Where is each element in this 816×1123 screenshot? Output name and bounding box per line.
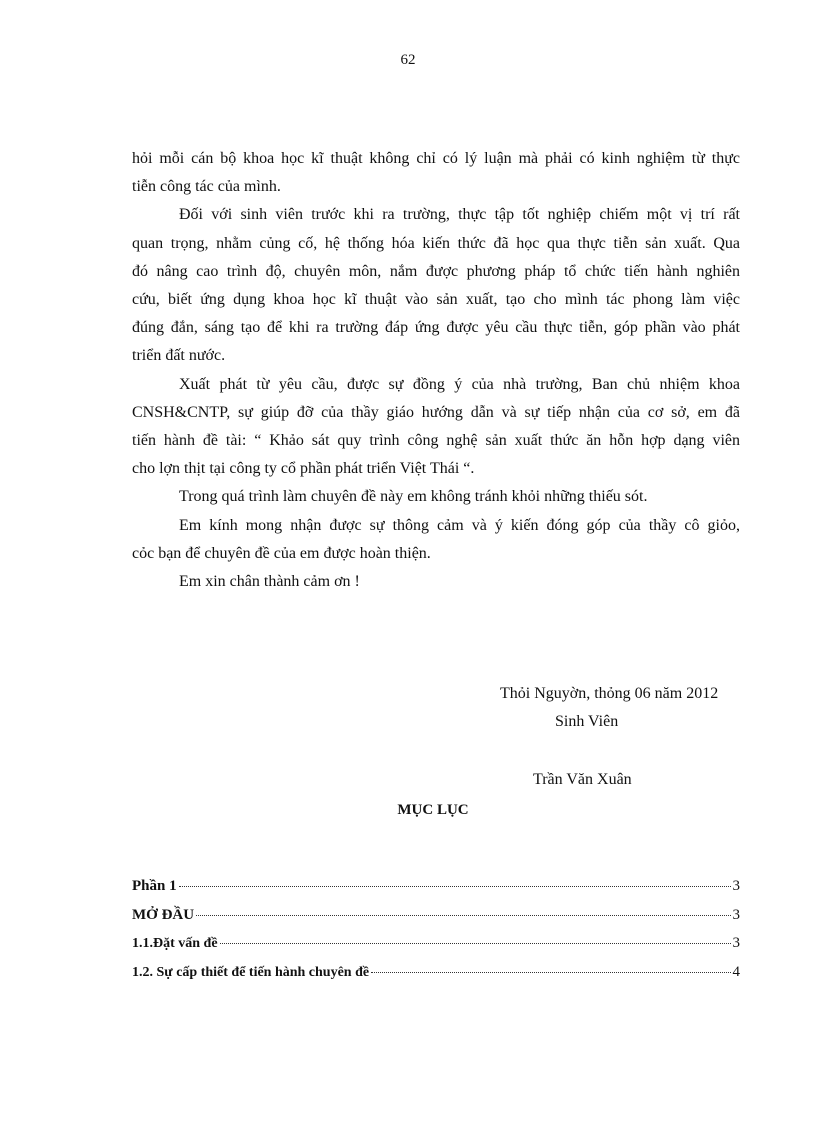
body-text [132, 145, 740, 596]
body-line: tiễn công tác của mình. [132, 178, 281, 196]
toc-entry-label: Phần 1 [132, 878, 177, 894]
toc-entry[interactable] [132, 907, 740, 936]
toc-leader-dots [179, 886, 731, 887]
body-line: Trong quá trình làm chuyên đề này em không tránh khỏi những thiếu sót. [179, 488, 648, 506]
signature-role: Sinh Viên [555, 713, 619, 730]
toc-entry-label: 1.2. Sự cấp thiết để tiến hành chuyên đề [132, 964, 370, 980]
table-of-contents [132, 878, 740, 992]
signature-name: Trần Văn Xuân [533, 771, 632, 788]
body-line: đó nâng cao trình độ, chuyên môn, nắm được phương pháp tổ chức tiến hành nghiên [132, 262, 740, 280]
page-number: 62 [400, 52, 416, 68]
body-line: Xuất phát từ yêu cầu, được sự đồng ý của nhà trường, Ban chủ nhiệm khoa [179, 375, 740, 393]
toc-entry[interactable] [132, 964, 740, 993]
toc-leader-dots [220, 943, 731, 944]
toc-entry-page: 3 [732, 878, 740, 894]
body-line: hỏi mỗi cán bộ khoa học kĩ thuật không chỉ có lý luận mà phải có kinh nghiệm từ thực [132, 150, 740, 167]
toc-entry-page: 3 [732, 935, 740, 951]
body-line: đúng đắn, sáng tạo để khi ra trường đáp ứng được yêu cầu thực tiễn, góp phần vào phát [132, 319, 740, 337]
body-line: tiến hành đề tài: “ Khảo sát quy trình công nghệ sản xuất thức ăn hỗn hợp dạng viên [132, 432, 740, 450]
body-line: triển đất nước. [132, 347, 226, 365]
body-line: Em kính mong nhận được sự thông cảm và ý kiến đóng góp của thầy cô giỏo, [179, 516, 740, 534]
toc-entry[interactable] [132, 878, 740, 907]
body-line: cỏc bạn để chuyên đề của em được hoàn thiện. [132, 544, 431, 562]
toc-entry-page: 3 [732, 906, 740, 923]
toc-leader-dots [196, 915, 730, 916]
toc-entry-label: MỞ ĐẦU [132, 906, 195, 923]
signature-date: Thỏi Nguyờn, thỏng 06 năm 2012 [500, 685, 719, 702]
body-line: quan trọng, nhằm củng cố, hệ thống hóa kiến thức đã học qua thực tiễn sản xuất. Qua [132, 234, 740, 252]
body-line: Em xin chân thành cảm ơn ! [179, 573, 360, 591]
toc-title: MỤC LỤC [397, 802, 469, 818]
toc-leader-dots [371, 972, 730, 973]
body-line: cứu, biết ứng dụng khoa học kĩ thuật vào sản xuất, tạo cho mình tác phong làm việc [132, 291, 740, 309]
toc-entry[interactable] [132, 935, 740, 964]
body-line: cho lợn thịt tại công ty cổ phần phát triển Việt Thái “. [132, 460, 475, 478]
toc-entry-label: 1.1.Đặt vấn đề [132, 936, 218, 951]
body-line: CNSH&CNTP, sự giúp đỡ của thầy giáo hướng dẫn và sự tiếp nhận của cơ sở, em đã [132, 403, 740, 421]
toc-entry-page: 4 [732, 963, 740, 980]
body-line: Đối với sinh viên trước khi ra trường, thực tập tốt nghiệp chiếm một vị trí rất [179, 206, 740, 224]
